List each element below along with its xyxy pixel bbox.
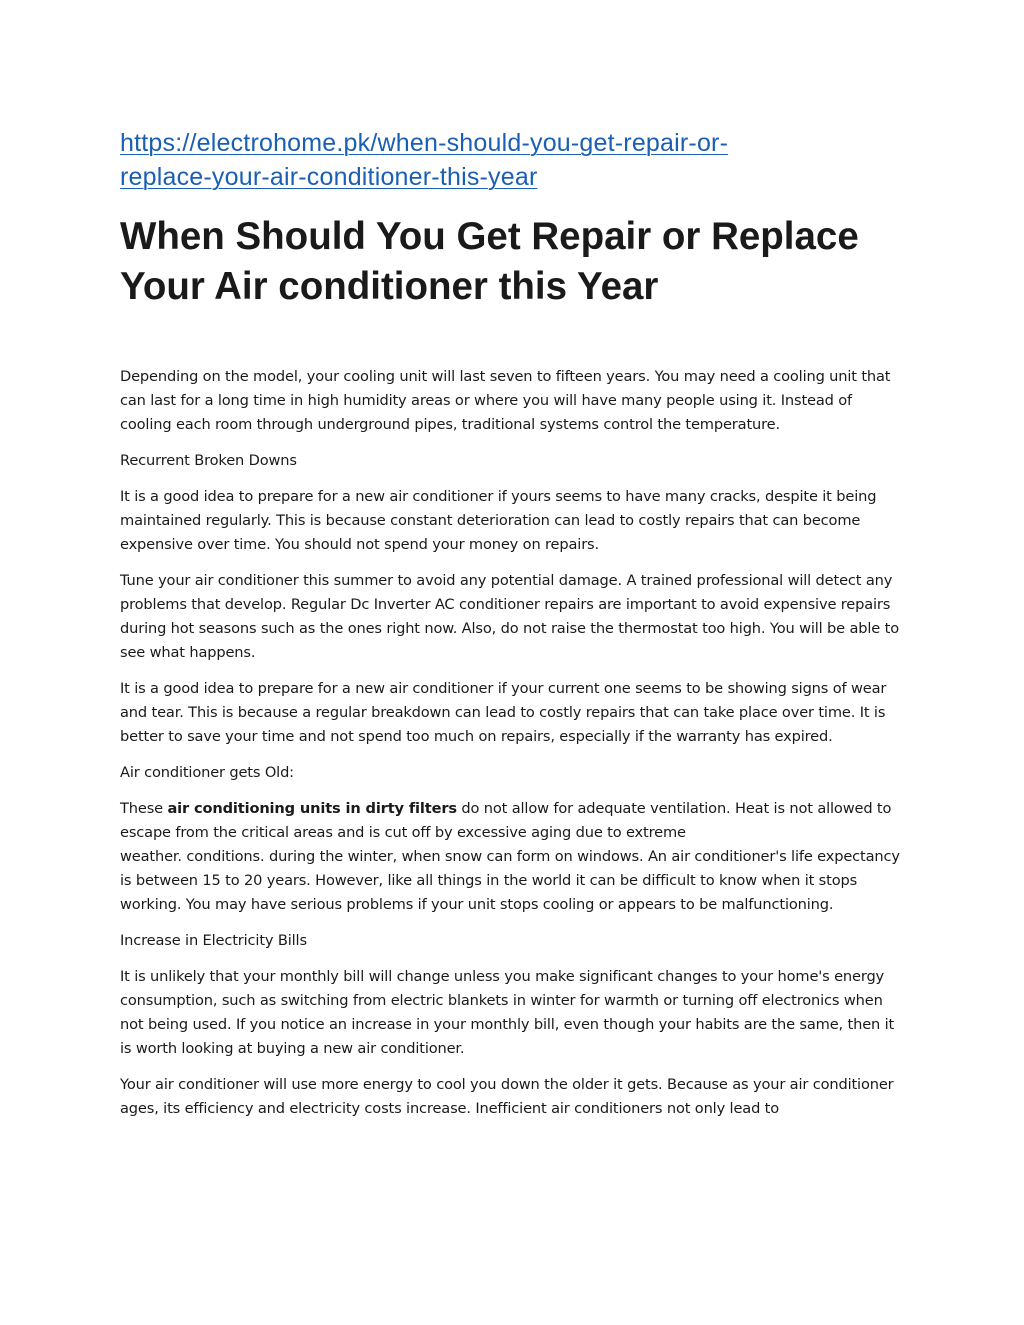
dirty-filters-bold-phrase: air conditioning units in dirty filters (167, 800, 457, 817)
article-title: When Should You Get Repair or Replace Your Air conditioner this Year (120, 215, 859, 308)
body-paragraph: It is unlikely that your monthly bill will change unless you make significant changes to your home's energy consumption, such as switching from electric blankets in winter for warmth or turning off electronics when not being used. If you notice an increase in your monthly bill, even though your habits are the same, then it is worth looking at buying a new air conditioner. (120, 968, 895, 1057)
dirty-filters-prefix: These (120, 800, 168, 817)
url-line-2[interactable]: replace-your-air-conditioner-this-year (120, 163, 538, 191)
article-url-link[interactable] (120, 126, 820, 194)
dirty-filters-paragraph (120, 797, 906, 917)
document-page (120, 126, 906, 1133)
section-heading-electricity-bills: Increase in Electricity Bills (120, 932, 307, 949)
section-heading-gets-old: Air conditioner gets Old: (120, 764, 294, 781)
section-heading-recurrent-breakdowns: Recurrent Broken Downs (120, 452, 297, 469)
dirty-filters-line1: do not allow for adequate ventilation. Heat is not allowed to escape from the critical areas and is cut off by excessive aging due to extreme (120, 800, 892, 841)
url-line-1[interactable]: https://electrohome.pk/when-should-you-get-repair-or- (120, 129, 729, 157)
body-paragraph: It is a good idea to prepare for a new air conditioner if yours seems to have many cracks, despite it being maintained regularly. This is because constant deterioration can lead to costly repairs that can become expensive over time. You should not spend your money on repairs. (120, 488, 877, 553)
article-body (120, 365, 906, 1121)
intro-paragraph: Depending on the model, your cooling unit will last seven to fifteen years. You may need a cooling unit that can last for a long time in high humidity areas or where you will have many people using it. Instead of cooling each room through underground pipes, traditional systems control the temperature. (120, 368, 891, 433)
dirty-filters-line2: weather. conditions. during the winter, when snow can form on windows. An air conditioner's life expectancy is between 15 to 20 years. However, like all things in the world it can be difficult to know when it stops working. You may have serious problems if your unit stops cooling or appears to be malfunctioning. (120, 848, 900, 913)
body-paragraph: It is a good idea to prepare for a new air conditioner if your current one seems to be showing signs of wear and tear. This is because a regular breakdown can lead to costly repairs that can take place over time. It is better to save your time and not spend too much on repairs, especially if the warranty has expired. (120, 680, 887, 745)
body-paragraph: Tune your air conditioner this summer to avoid any potential damage. A trained professional will detect any problems that develop. Regular Dc Inverter AC conditioner repairs are important to avoid expensive repairs during hot seasons such as the ones right now. Also, do not raise the thermostat too high. You will be able to see what happens. (120, 572, 899, 661)
body-paragraph: Your air conditioner will use more energy to cool you down the older it gets. Because as your air conditioner ages, its efficiency and electricity costs increase. Inefficient air conditioners not only lead to (120, 1076, 894, 1117)
